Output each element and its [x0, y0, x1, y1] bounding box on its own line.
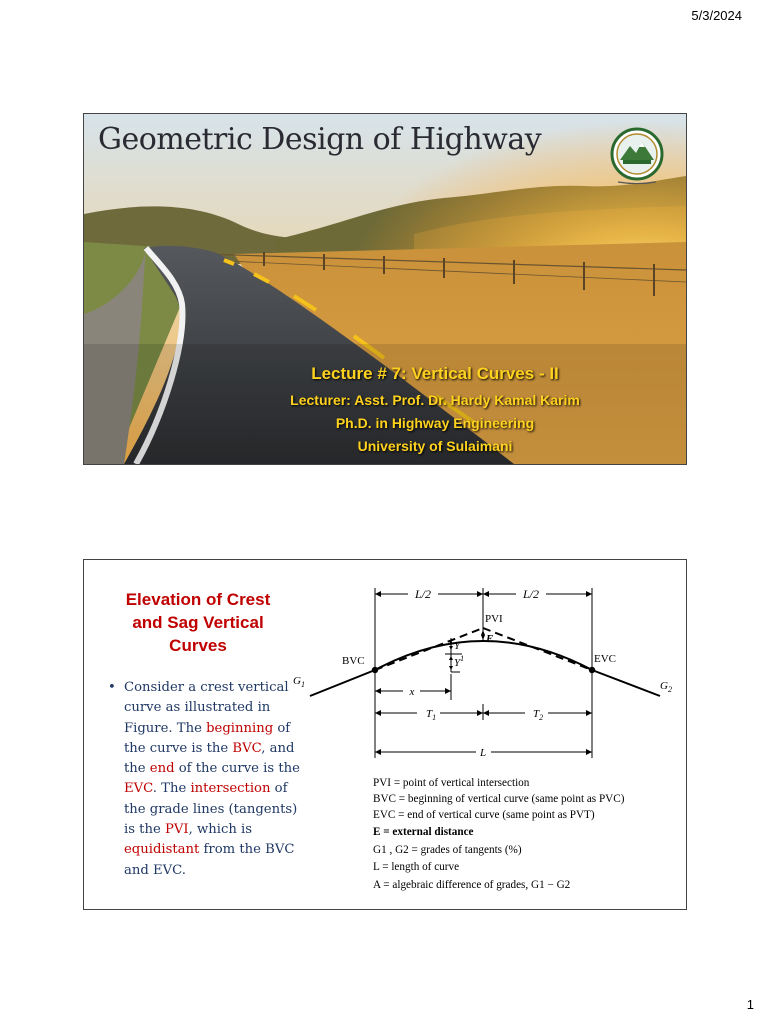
grade-line-g1: [310, 670, 375, 696]
grade-line-g2: [592, 670, 660, 696]
highlight-term: beginning: [206, 720, 274, 736]
legend-a: A = algebraic difference of grades, G1 − G2: [373, 879, 571, 891]
slide-title: Geometric Design of Highway: [98, 122, 542, 157]
x-label: x: [409, 686, 415, 698]
vertical-curves-slide: [83, 559, 687, 910]
body-text-run: Consider a crest vertical curve as illustrated in Figure. The: [124, 680, 289, 736]
highlight-term: intersection: [190, 781, 271, 797]
body-text-run: from the BVC and EVC.: [124, 842, 295, 878]
bullet-text: [124, 678, 300, 881]
body-text-run: of the curve is the: [174, 761, 300, 777]
e-label: E: [486, 633, 494, 645]
body-text-run: . The: [152, 781, 191, 797]
slide-heading: [108, 588, 288, 657]
university-name: University of Sulaimani: [357, 438, 513, 454]
diagram-legend: [373, 777, 625, 891]
legend-pvi: PVI = point of vertical intersection: [373, 777, 530, 789]
g1-label: $G_1$: [293, 675, 305, 689]
evc-label: EVC: [594, 653, 616, 665]
crest-curve-diagram: [290, 578, 680, 898]
bullet-paragraph: [110, 678, 300, 881]
lecture-title: Lecture # 7: Vertical Curves - II: [311, 364, 559, 383]
highlight-term: end: [149, 761, 175, 777]
lecturer-name: Lecturer: Asst. Prof. Dr. Hardy Kamal Karim: [290, 392, 580, 408]
legend-evc: EVC = end of vertical curve (same point as PVT): [373, 809, 595, 821]
pvi-label: PVI: [485, 613, 503, 625]
y-label: Y: [454, 640, 461, 652]
lecture-info: [204, 364, 666, 461]
body-text-run: of the grade lines (tangents) is the: [124, 781, 298, 838]
highlight-term: equidistant: [124, 842, 200, 858]
t2-label: $T_2$: [533, 708, 544, 722]
title-slide: [83, 113, 687, 465]
body-text-run: , which is: [188, 822, 253, 838]
heading-line-1: Elevation of Crest: [125, 590, 271, 609]
y1-label: $Y^1$: [454, 654, 465, 669]
legend-l: L = length of curve: [373, 861, 460, 873]
body-text-run: , and the: [124, 740, 295, 777]
half-length-label-left: L/2: [414, 587, 432, 601]
bvc-label: BVC: [342, 655, 365, 667]
heading-line-3: Curves: [169, 636, 227, 655]
university-logo: [606, 126, 668, 188]
highlight-term: BVC: [232, 740, 262, 756]
heading-line-2: and Sag Vertical: [132, 613, 264, 632]
legend-g: G1 , G2 = grades of tangents (%): [373, 844, 522, 856]
legend-e: E = external distance: [373, 826, 474, 838]
half-length-label-right: L/2: [522, 587, 540, 601]
lecturer-degree: Ph.D. in Highway Engineering: [335, 415, 535, 431]
body-text-run: of the curve is the: [124, 720, 291, 756]
date: 5/3/2024: [691, 8, 742, 23]
highlight-term: EVC: [124, 781, 153, 797]
highlight-term: PVI: [164, 822, 189, 838]
t1-label: $T_1$: [426, 708, 437, 722]
page-number: 1: [746, 997, 754, 1012]
legend-bvc: BVC = beginning of vertical curve (same point as PVC): [373, 793, 625, 805]
g2-label: $G_2$: [660, 680, 672, 694]
bvc-point: [372, 667, 378, 673]
vertical-curve: [375, 641, 592, 670]
l-label: L: [479, 747, 487, 759]
evc-point: [589, 667, 595, 673]
bullet-dot: •: [108, 680, 116, 695]
